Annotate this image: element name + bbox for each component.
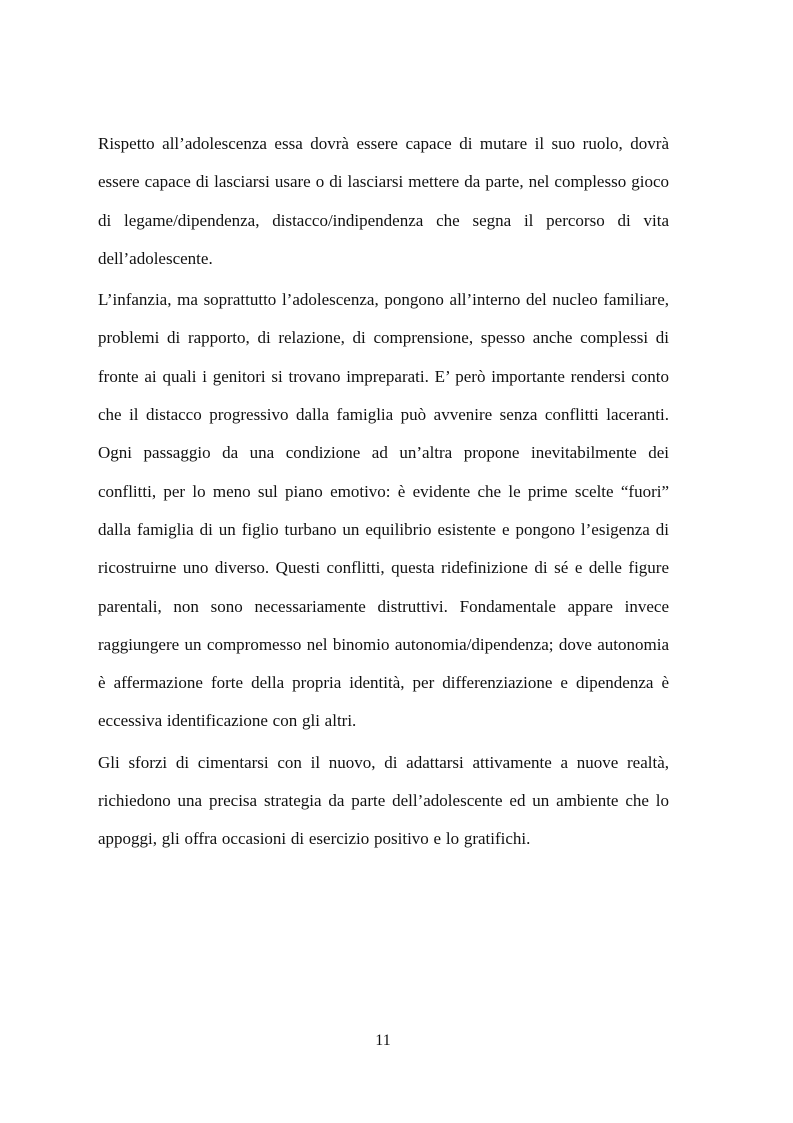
page-number: 11	[375, 1032, 391, 1049]
paragraph-2: L’infanzia, ma soprattutto l’adolescenza, pongono all’interno del nucleo familiare, problemi di rapporto, di relazione, di comprensione, spesso anche complessi di fronte ai quali i genitori si trovano impreparati. E’ però importante rendersi conto che il distacco progressivo dalla famiglia può avvenire senza conflitti laceranti. Ogni passaggio da una condizione ad un’altra propone inevitabilmente dei conflitti, per lo meno sul piano emotivo: è evidente che le prime scelte “fuori” dalla famiglia di un figlio turbano un equilibrio esistente e pongono l’esigenza di ricostruirne uno diverso. Questi conflitti, questa ridefinizione di sé e delle figure parentali, non sono necessariamente distruttivi. Fondamentale appare invece raggiungere un compromesso nel binomio autonomia/dipendenza; dove autonomia è affermazione forte della propria identità, per differenziazione e dipendenza è eccessiva identificazione con gli altri.	[98, 290, 669, 731]
body-text	[98, 127, 669, 876]
paragraph-1: Rispetto all’adolescenza essa dovrà essere capace di mutare il suo ruolo, dovrà essere capace di lasciarsi usare o di lasciarsi mettere da parte, nel complesso gioco di legame/dipendenza, distacco/indipendenza che segna il percorso di vita dell’adolescente.	[98, 134, 669, 268]
paragraph-3: Gli sforzi di cimentarsi con il nuovo, di adattarsi attivamente a nuove realtà, richiedono una precisa strategia da parte dell’adolescente ed un ambiente che lo appoggi, gli offra occasioni di esercizio positivo e lo gratifichi.	[98, 752, 669, 849]
